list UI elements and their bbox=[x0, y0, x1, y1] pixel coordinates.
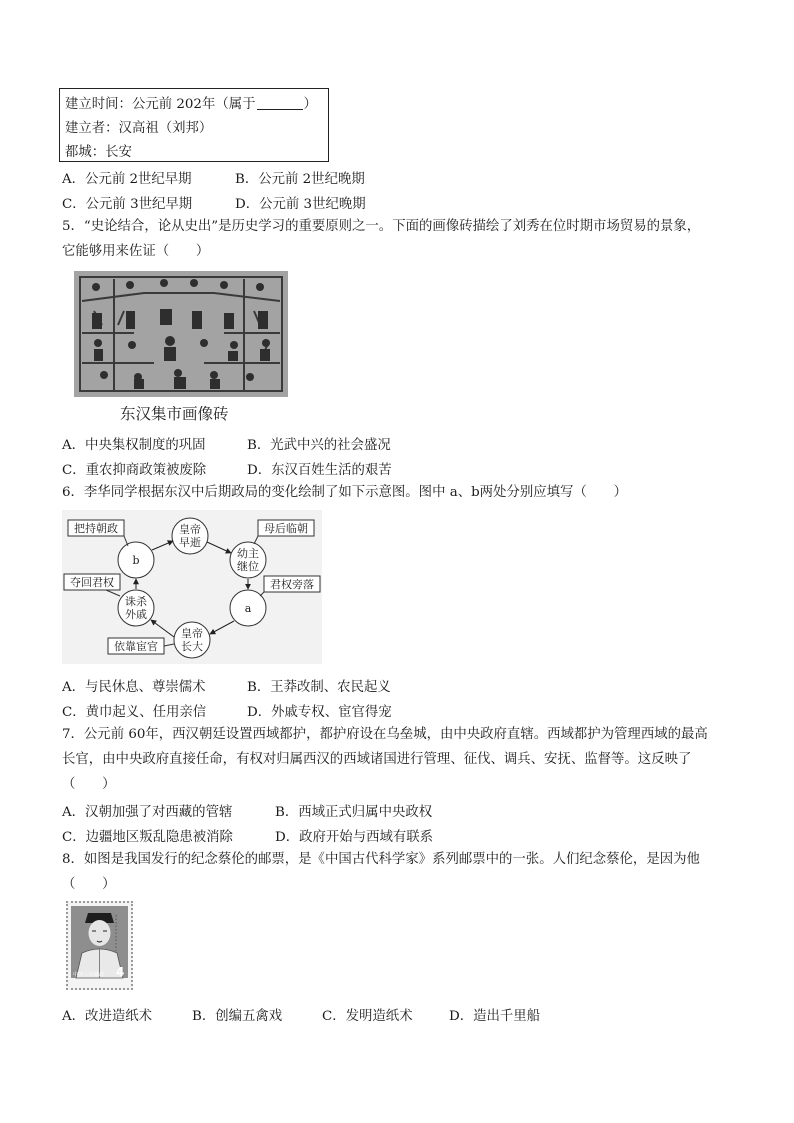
label-rely-eunuchs: 依靠宦官 bbox=[114, 640, 158, 653]
q7-stem-line2: 长官，由中央政府直接任命，有权对归属西汉的西域诸国进行管理、征伐、调兵、安抚、监督等。这反映了 bbox=[62, 752, 692, 767]
q7-stem-line1: 7．公元前 60年，西汉朝廷设置西域都护，都护府设在乌垒城，由中央政府直辖。西域都护为管理西域的最高 bbox=[62, 727, 708, 742]
q8-option-b[interactable]: B．创编五禽戏 bbox=[192, 1009, 283, 1024]
q5-option-d[interactable]: D．东汉百姓生活的艰苦 bbox=[247, 463, 392, 478]
q7-stem-line3: （ ） bbox=[62, 777, 116, 792]
q6-option-b[interactable]: B．王莽改制、农民起义 bbox=[247, 680, 391, 695]
market-brick-image bbox=[74, 271, 288, 397]
label-empress-regent: 母后临朝 bbox=[264, 522, 308, 535]
label-grab-power: 把持朝政 bbox=[74, 522, 118, 535]
q5-option-a[interactable]: A．中央集权制度的巩固 bbox=[62, 438, 206, 453]
q7-option-c[interactable]: C．边疆地区叛乱隐患被消除 bbox=[62, 830, 233, 845]
q4-option-c[interactable]: C．公元前 3世纪早期 bbox=[62, 197, 193, 212]
stamp-country: 中国人民邮政 bbox=[73, 972, 105, 978]
info-box bbox=[59, 88, 329, 162]
label-power-decline: 君权旁落 bbox=[270, 578, 314, 591]
node-bottom-line2: 长大 bbox=[181, 640, 203, 653]
q5-option-c[interactable]: C．重农抑商政策被废除 bbox=[62, 463, 207, 478]
q8-stem-line2: （ ） bbox=[62, 877, 116, 892]
brick-image-caption: 东汉集市画像砖 bbox=[120, 405, 229, 423]
q7-option-a[interactable]: A．汉朝加强了对西藏的管辖 bbox=[62, 805, 233, 820]
answer-blank bbox=[257, 97, 303, 110]
stamp-value: 4 bbox=[116, 965, 125, 979]
q8-option-d[interactable]: D．造出千里船 bbox=[449, 1009, 541, 1024]
q4-option-a[interactable]: A．公元前 2世纪早期 bbox=[62, 172, 192, 187]
q8-option-a[interactable]: A．改进造纸术 bbox=[62, 1009, 153, 1024]
info-box-founder: 建立者：汉高祖（刘邦） bbox=[65, 121, 213, 136]
q5-option-b[interactable]: B．光武中兴的社会盛况 bbox=[247, 438, 391, 453]
node-left-line2: 外戚 bbox=[125, 608, 147, 621]
q4-option-b[interactable]: B．公元前 2世纪晚期 bbox=[235, 172, 365, 187]
q8-option-c[interactable]: C．发明造纸术 bbox=[322, 1009, 413, 1024]
q5-stem-line1: 5．“史论结合，论从史出”是历史学习的重要原则之一。下面的画像砖描绘了刘秀在位时期市场贸易的景象， bbox=[62, 219, 701, 234]
cai-lun-stamp bbox=[66, 901, 133, 990]
node-right-line1: 幼主 bbox=[237, 547, 259, 560]
q4-option-d[interactable]: D．公元前 3世纪晚期 bbox=[235, 197, 366, 212]
q6-option-d[interactable]: D．外戚专权、宦官得宠 bbox=[247, 705, 392, 720]
node-top-line1: 皇帝 bbox=[179, 523, 201, 536]
q6-stem: 6．李华同学根据东汉中后期政局的变化绘制了如下示意图。图中 a、b两处分别应填写（ ） bbox=[62, 485, 627, 500]
brick-relief-illustration bbox=[74, 271, 288, 397]
node-bottom-line1: 皇帝 bbox=[181, 627, 203, 640]
q7-option-d[interactable]: D．政府开始与西域有联系 bbox=[275, 830, 434, 845]
stamp-portrait bbox=[68, 903, 131, 988]
info-box-capital: 都城：长安 bbox=[65, 145, 132, 160]
q6-option-c[interactable]: C．黄巾起义、任用亲信 bbox=[62, 705, 207, 720]
node-right-line2: 继位 bbox=[237, 560, 259, 573]
q7-option-b[interactable]: B．西域正式归属中央政权 bbox=[275, 805, 433, 820]
q6-option-a[interactable]: A．与民休息、尊崇儒术 bbox=[62, 680, 206, 695]
q5-stem-line2: 它能够用来佐证（ ） bbox=[62, 244, 210, 259]
node-b-label: b bbox=[132, 554, 140, 567]
q8-stem-line1: 8．如图是我国发行的纪念蔡伦的邮票，是《中国古代科学家》系列邮票中的一张。人们纪念蔡伦，是因为他 bbox=[62, 852, 700, 867]
info-box-founding-time: 建立时间：公元前 202年（属于 ） bbox=[65, 97, 317, 112]
politics-cycle-diagram bbox=[62, 510, 322, 664]
label-reclaim-power: 夺回君权 bbox=[70, 576, 114, 589]
node-top-line2: 早逝 bbox=[179, 536, 201, 549]
node-a-label: a bbox=[244, 602, 252, 615]
node-left-line1: 诛杀 bbox=[125, 595, 147, 608]
